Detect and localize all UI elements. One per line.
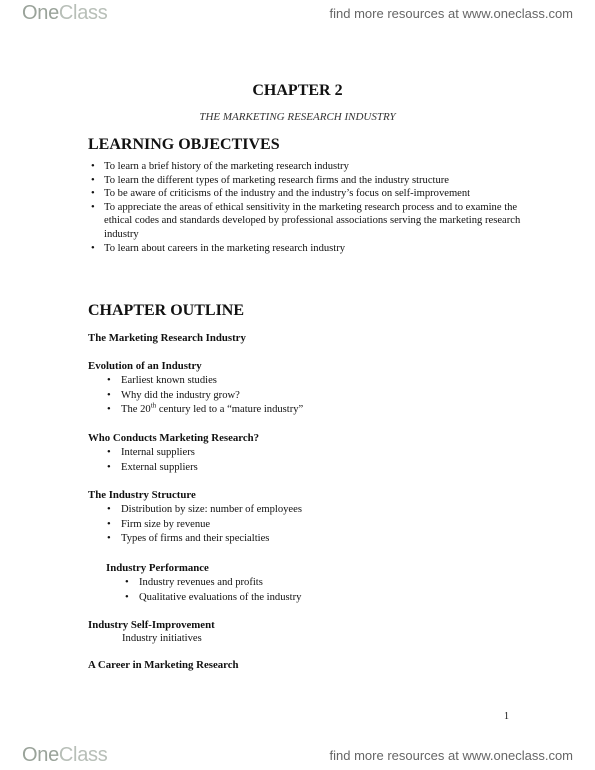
list-item: • Types of firms and their specialties [104,532,302,547]
list-item: • Why did the industry grow? [104,389,303,404]
industry-structure-list [104,503,302,547]
chapter-outline-heading: CHAPTER OUTLINE [88,302,245,319]
list-item: • To learn about careers in the marketing research industry [88,242,528,256]
evolution-heading: Evolution of an Industry [88,360,202,372]
career-heading: A Career in Marketing Research [88,659,239,671]
oneclass-logo[interactable]: OneClass [22,744,108,766]
list-item: • To learn the different types of marketing research firms and the industry structure [88,174,528,188]
list-item: • Internal suppliers [104,446,198,461]
list-item: • To be aware of criticisms of the industry and the industry’s focus on self-improvement [88,187,528,201]
industry-heading: The Marketing Research Industry [88,332,246,344]
list-item: • Qualitative evaluations of the industry [122,591,301,606]
chapter-subtitle: THE MARKETING RESEARCH INDUSTRY [199,111,396,123]
learning-objectives-heading: LEARNING OBJECTIVES [88,136,280,153]
list-item: • Firm size by revenue [104,518,302,533]
list-item: • Industry revenues and profits [122,576,301,591]
industry-structure-heading: The Industry Structure [88,489,196,501]
list-item: • Distribution by size: number of employees [104,503,302,518]
footer-bar [0,742,595,770]
industry-performance-heading: Industry Performance [106,562,209,574]
list-item: • The 20th century led to a “mature industry” [104,403,303,418]
evolution-list [104,374,303,418]
chapter-title: CHAPTER 2 [252,82,343,99]
self-improvement-heading: Industry Self-Improvement [88,619,215,631]
self-improvement-text: Industry initiatives [122,633,202,644]
list-item: • To learn a brief history of the marketing research industry [88,160,528,174]
who-conducts-list [104,446,198,475]
list-item: • To appreciate the areas of ethical sensitivity in the marketing research process and to examine the ethical codes and standards developed by professional associations serving the marketing research industry [88,201,528,242]
learning-objectives-list [88,160,528,255]
footer-tagline[interactable]: find more resources at www.oneclass.com [329,748,573,763]
who-conducts-heading: Who Conducts Marketing Research? [88,432,260,444]
list-item: • External suppliers [104,461,198,476]
oneclass-logo[interactable]: OneClass [22,2,108,24]
industry-performance-list [122,576,301,605]
page-number: 1 [504,711,509,722]
header-tagline[interactable]: find more resources at www.oneclass.com [329,6,573,21]
header-bar [0,0,595,28]
list-item: • Earliest known studies [104,374,303,389]
